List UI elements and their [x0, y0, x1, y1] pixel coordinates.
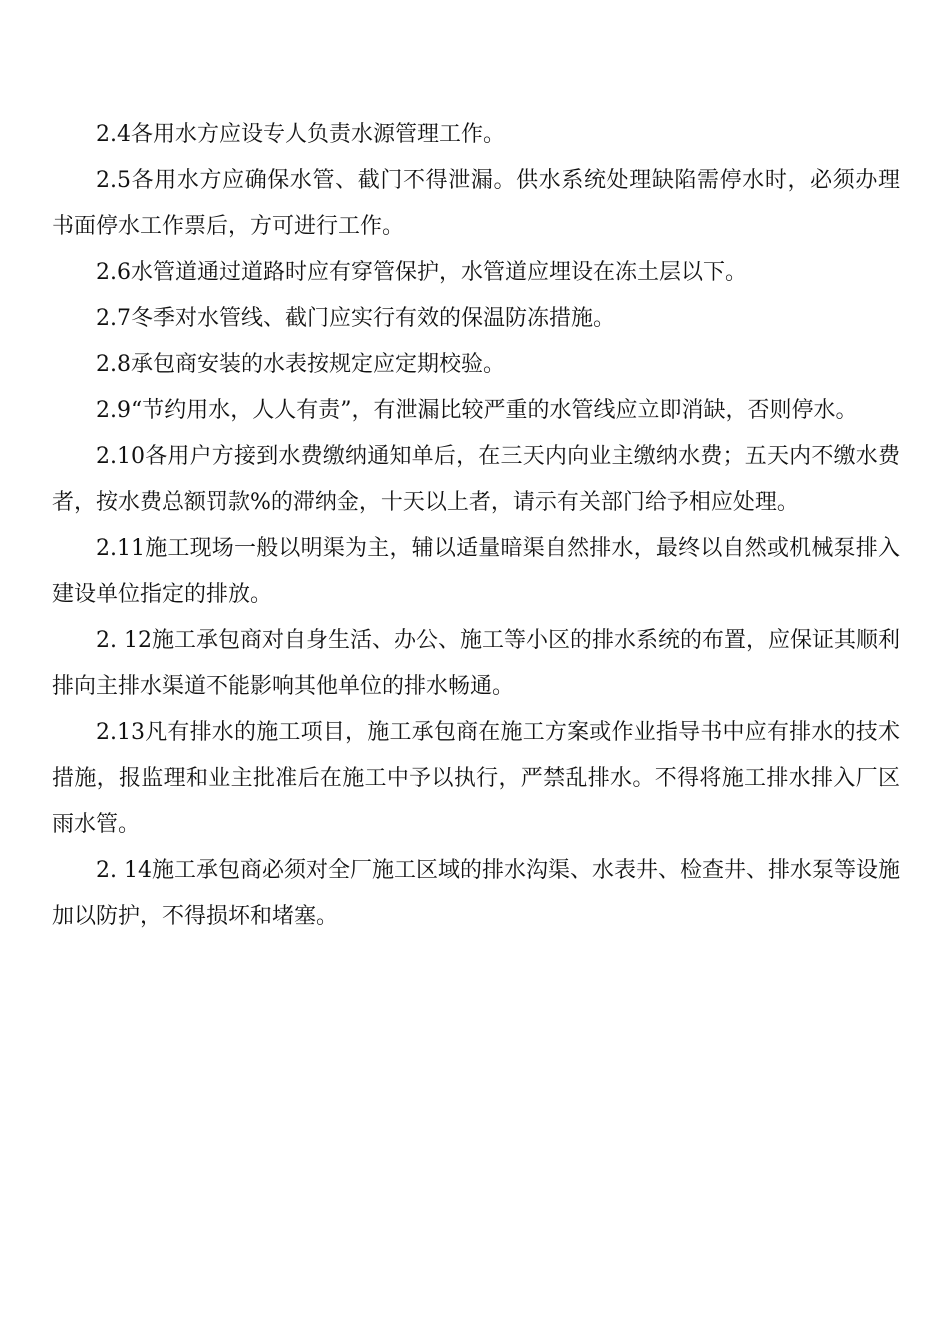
paragraph-2-14: 2. 14施工承包商必须对全厂施工区域的排水沟渠、水表井、检查井、排水泵等设施加以防护，不得损坏和堵塞。 — [52, 858, 900, 929]
paragraph-2-10: 2.10各用户方接到水费缴纳通知单后，在三天内向业主缴纳水费；五天内不缴水费者，按水费总额罚款%的滞纳金，十天以上者，请示有关部门给予相应处理。 — [52, 444, 900, 515]
paragraph-2-11: 2.11施工现场一般以明渠为主，辅以适量暗渠自然排水，最终以自然或机械泵排入建设单位指定的排放。 — [52, 536, 900, 607]
paragraph-2-6: 2.6水管道通过道路时应有穿管保护，水管道应埋设在冻土层以下。 — [96, 260, 747, 285]
paragraph-2-7: 2.7冬季对水管线、截门应实行有效的保温防冻措施。 — [96, 306, 615, 331]
paragraph-2-13: 2.13凡有排水的施工项目，施工承包商在施工方案或作业指导书中应有排水的技术措施，报监理和业主批准后在施工中予以执行，严禁乱排水。不得将施工排水排入厂区雨水管。 — [52, 720, 900, 837]
paragraph-2-4: 2.4各用水方应设专人负责水源管理工作。 — [96, 122, 505, 147]
paragraph-2-9: 2.9“节约用水，人人有责”，有泄漏比较严重的水管线应立即消缺，否则停水。 — [96, 398, 858, 423]
document-body — [52, 112, 900, 940]
paragraph-2-8: 2.8承包商安装的水表按规定应定期校验。 — [96, 352, 505, 377]
paragraph-2-5: 2.5各用水方应确保水管、截门不得泄漏。供水系统处理缺陷需停水时，必须办理书面停水工作票后，方可进行工作。 — [52, 168, 900, 239]
paragraph-2-12: 2. 12施工承包商对自身生活、办公、施工等小区的排水系统的布置，应保证其顺利排向主排水渠道不能影响其他单位的排水畅通。 — [52, 628, 900, 699]
